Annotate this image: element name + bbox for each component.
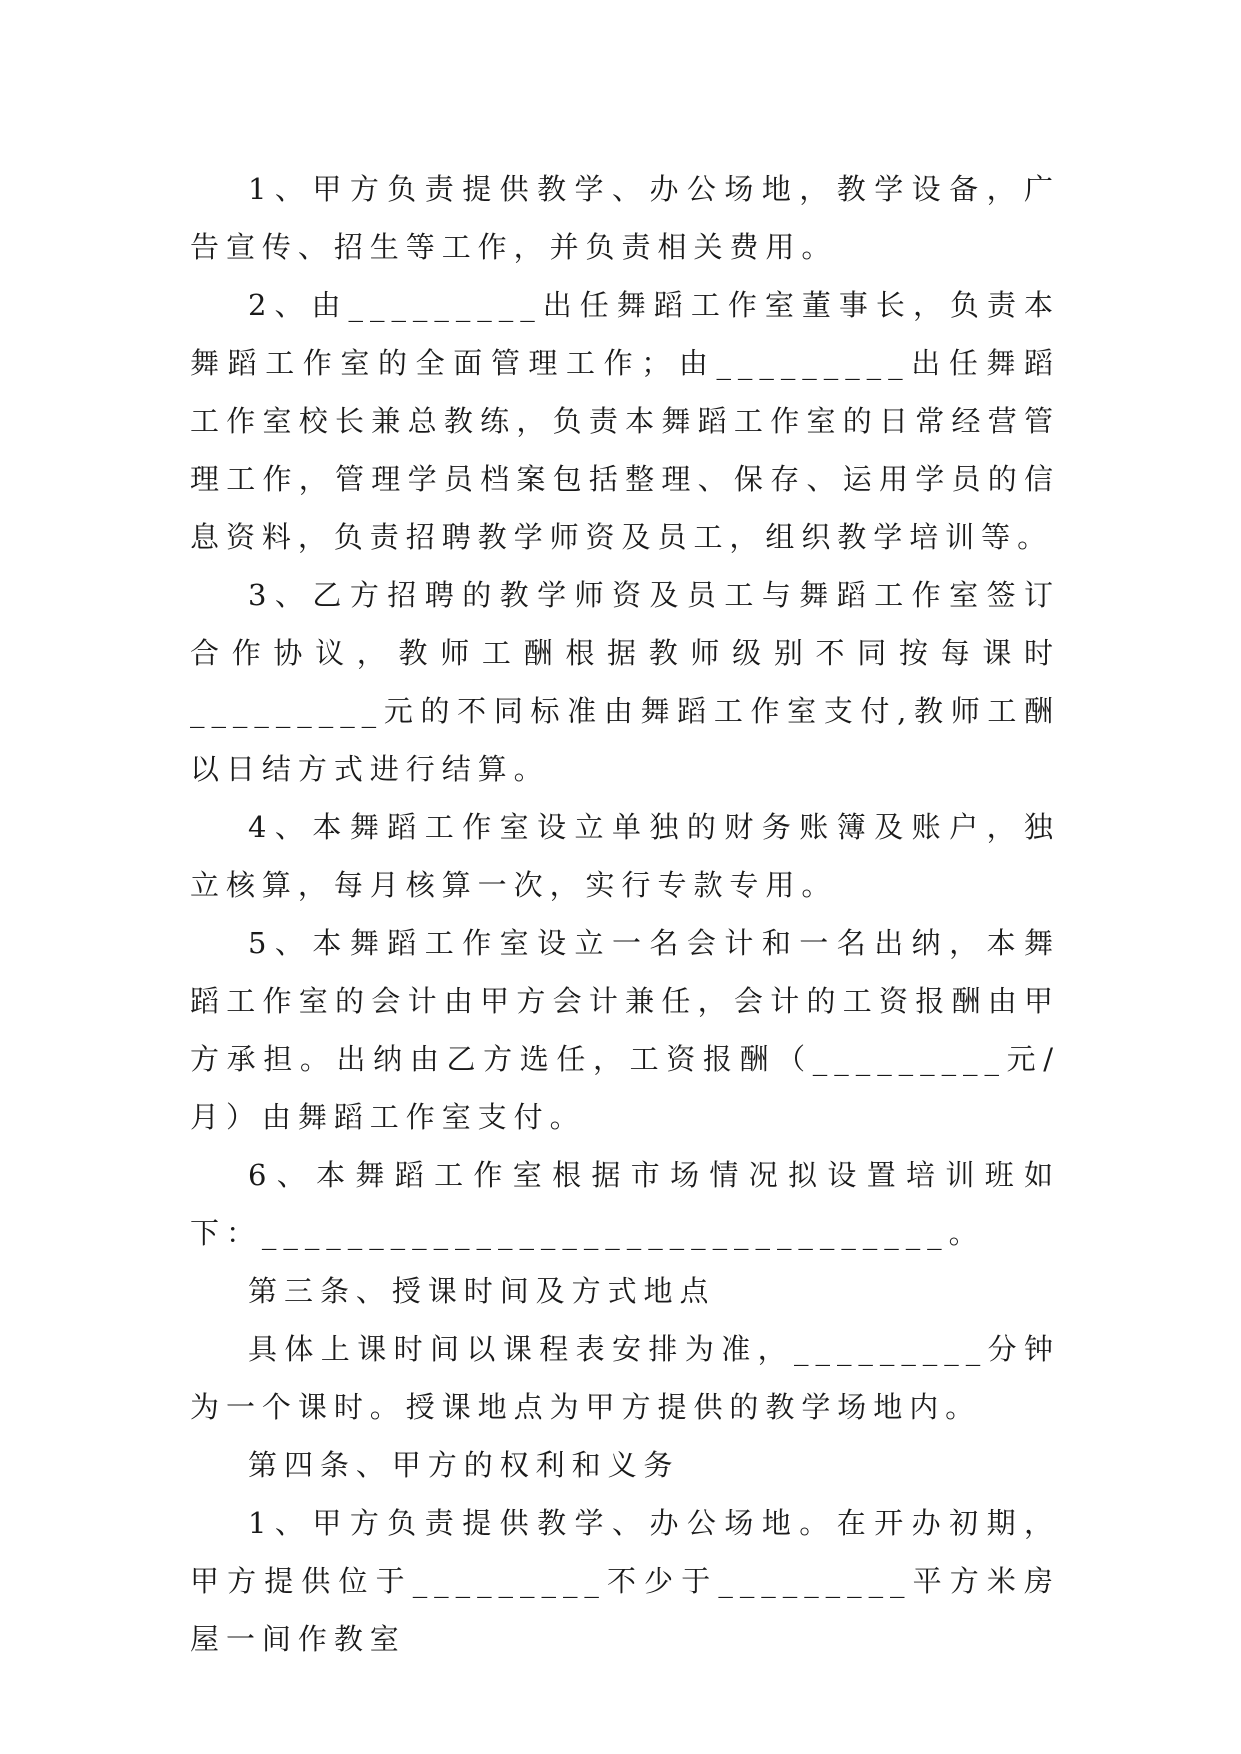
clause-2-management: 2、由_________出任舞蹈工作室董事长，负责本舞蹈工作室的全面管理工作；由_________出任舞蹈工作室校长兼总教练，负责本舞蹈工作室的日常经营管理工作，管理学员档案包括整理、保存、运用学员的信息资料，负责招聘教学师资及员工，组织教学培训等。	[190, 288, 1060, 554]
document-body	[190, 160, 1060, 1668]
article-4-heading: 第四条、甲方的权利和义务	[248, 1448, 680, 1482]
clause-1-venue: 1、甲方负责提供教学、办公场地，教学设备，广告宣传、招生等工作，并负责相关费用。	[190, 172, 1060, 264]
article-3-heading: 第三条、授课时间及方式地点	[248, 1274, 716, 1308]
article-4-clause-1: 1、甲方负责提供教学、办公场地。在开办初期，甲方提供位于_________不少于_________平方米房屋一间作教室	[190, 1506, 1060, 1656]
clause-6-training-classes: 6、本舞蹈工作室根据市场情况拟设置培训班如下：________________________________。	[190, 1158, 1060, 1250]
clause-3-teacher-pay: 3、乙方招聘的教学师资及员工与舞蹈工作室签订合作协议，教师工酬根据教师级别不同按每课时_________元的不同标准由舞蹈工作室支付,教师工酬以日结方式进行结算。	[190, 578, 1060, 786]
article-3-schedule: 具体上课时间以课程表安排为准，_________分钟为一个课时。授课地点为甲方提供的教学场地内。	[190, 1332, 1060, 1424]
clause-4-accounts: 4、本舞蹈工作室设立单独的财务账簿及账户，独立核算，每月核算一次，实行专款专用。	[190, 810, 1060, 902]
clause-5-accountant: 5、本舞蹈工作室设立一名会计和一名出纳，本舞蹈工作室的会计由甲方会计兼任，会计的工资报酬由甲方承担。出纳由乙方选任，工资报酬（_________元/月）由舞蹈工作室支付。	[190, 926, 1060, 1134]
